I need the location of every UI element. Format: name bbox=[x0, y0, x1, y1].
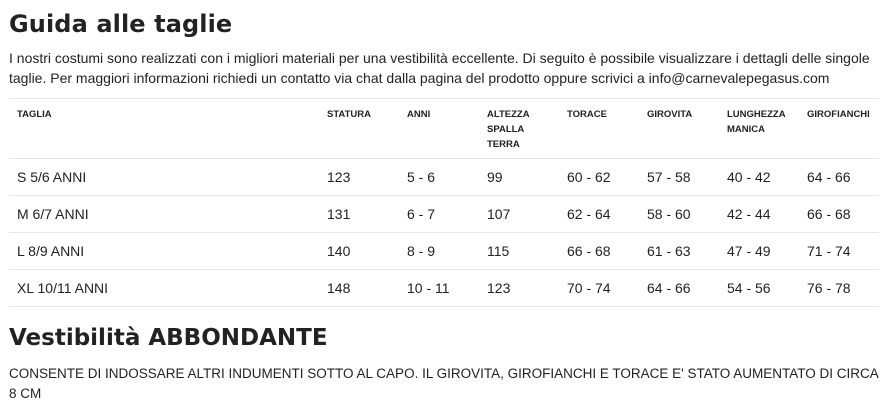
cell-anni: 5 - 6 bbox=[399, 159, 479, 196]
header-altezza-spalla-terra: ALTEZZA SPALLA TERRA bbox=[479, 99, 559, 159]
cell-altezza-spalla-terra: 115 bbox=[479, 233, 559, 270]
cell-anni: 10 - 11 bbox=[399, 270, 479, 307]
header-girofianchi: GIROFIANCHI bbox=[799, 99, 879, 159]
intro-text: I nostri costumi sono realizzati con i migliori materiali per una vestibilità eccellente. Di seguito è possibile visualizzare i dettagli delle singole taglie. Per maggiori informazioni richiedi un contatto via chat dalla pagina del prodotto oppure scrivici a info@carnevalepegasus.com bbox=[9, 50, 870, 86]
cell-torace: 70 - 74 bbox=[559, 270, 639, 307]
header-statura: STATURA bbox=[319, 99, 399, 159]
cell-girovita: 57 - 58 bbox=[639, 159, 719, 196]
size-table bbox=[9, 98, 879, 307]
table-row bbox=[9, 270, 879, 307]
page-title: Guida alle taglie bbox=[9, 10, 233, 38]
cell-lunghezza-manica: 42 - 44 bbox=[719, 196, 799, 233]
table-row bbox=[9, 233, 879, 270]
cell-anni: 6 - 7 bbox=[399, 196, 479, 233]
cell-lunghezza-manica: 40 - 42 bbox=[719, 159, 799, 196]
cell-altezza-spalla-terra: 123 bbox=[479, 270, 559, 307]
cell-altezza-spalla-terra: 99 bbox=[479, 159, 559, 196]
cell-anni: 8 - 9 bbox=[399, 233, 479, 270]
table-row bbox=[9, 196, 879, 233]
header-lunghezza-manica: LUNGHEZZA MANICA bbox=[719, 99, 799, 159]
cell-altezza-spalla-terra: 107 bbox=[479, 196, 559, 233]
cell-statura: 140 bbox=[319, 233, 399, 270]
cell-girovita: 64 - 66 bbox=[639, 270, 719, 307]
table-row bbox=[9, 159, 879, 196]
cell-taglia: S 5/6 ANNI bbox=[9, 159, 319, 196]
cell-taglia: L 8/9 ANNI bbox=[9, 233, 319, 270]
cell-girofianchi: 71 - 74 bbox=[799, 233, 879, 270]
header-torace: TORACE bbox=[559, 99, 639, 159]
cell-girofianchi: 76 - 78 bbox=[799, 270, 879, 307]
cell-taglia: XL 10/11 ANNI bbox=[9, 270, 319, 307]
cell-lunghezza-manica: 54 - 56 bbox=[719, 270, 799, 307]
cell-statura: 148 bbox=[319, 270, 399, 307]
cell-statura: 131 bbox=[319, 196, 399, 233]
cell-taglia: M 6/7 ANNI bbox=[9, 196, 319, 233]
cell-torace: 62 - 64 bbox=[559, 196, 639, 233]
cell-girovita: 58 - 60 bbox=[639, 196, 719, 233]
header-girovita: GIROVITA bbox=[639, 99, 719, 159]
cell-girofianchi: 66 - 68 bbox=[799, 196, 879, 233]
cell-girovita: 61 - 63 bbox=[639, 233, 719, 270]
table-header-row bbox=[9, 99, 879, 159]
header-anni: ANNI bbox=[399, 99, 479, 159]
fit-description: CONSENTE DI INDOSSARE ALTRI INDUMENTI SOTTO AL CAPO. IL GIROVITA, GIROFIANCHI E TORACE E' STATO AUMENTATO DI CIRCA 8 CM bbox=[9, 366, 878, 401]
cell-lunghezza-manica: 47 - 49 bbox=[719, 233, 799, 270]
fit-title: Vestibilità ABBONDANTE bbox=[9, 325, 328, 351]
cell-girofianchi: 64 - 66 bbox=[799, 159, 879, 196]
cell-torace: 60 - 62 bbox=[559, 159, 639, 196]
cell-statura: 123 bbox=[319, 159, 399, 196]
header-taglia: TAGLIA bbox=[9, 99, 319, 159]
cell-torace: 66 - 68 bbox=[559, 233, 639, 270]
